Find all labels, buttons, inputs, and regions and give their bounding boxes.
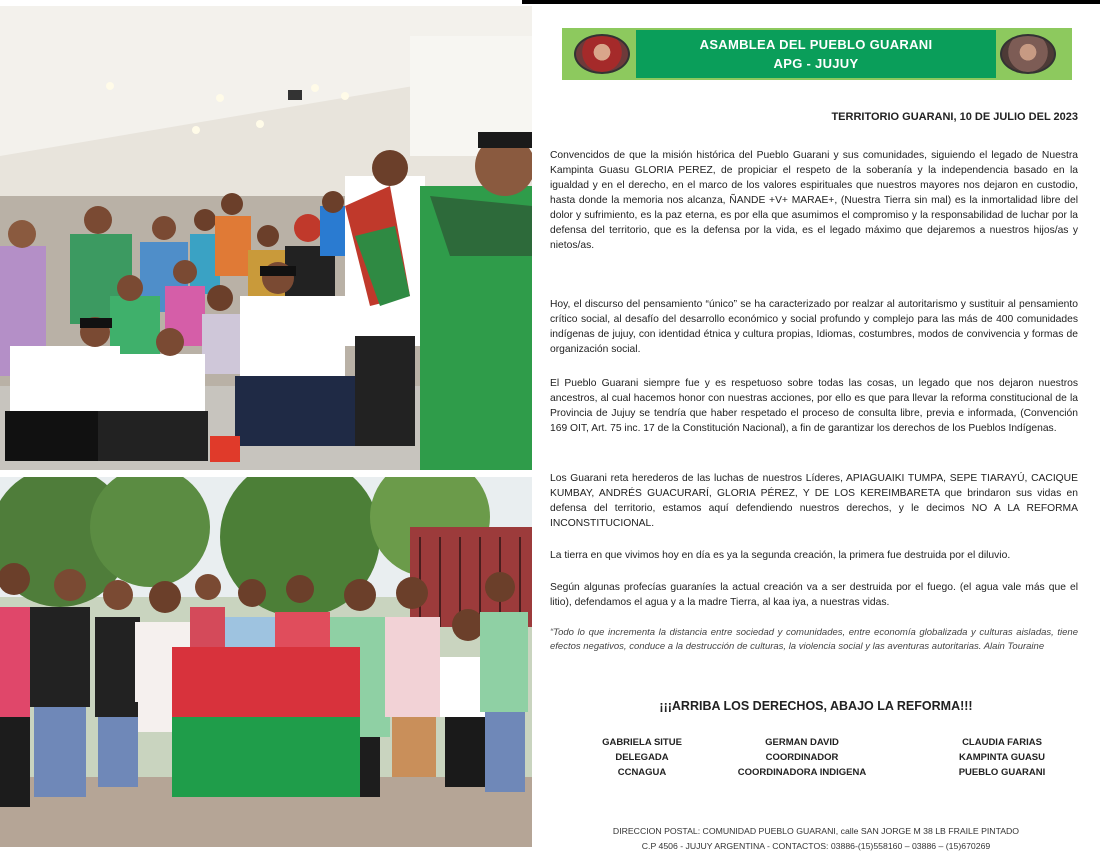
paragraph-5: La tierra en que vivimos hoy en día es ya la segunda creación, la primera fue destruida por el diluvio. [550,550,1011,561]
signature-block-1 [582,735,702,780]
signature-name: GERMAN DAVID [765,737,839,748]
signature-name: CLAUDIA FARIAS [962,737,1042,748]
signature-role: COORDINADOR [765,752,839,763]
footer-contact [532,824,1100,854]
header-banner [562,28,1072,80]
group-photo-indoor [0,6,532,470]
indoor-photo-illustration [0,6,532,470]
quote-touraine: “Todo lo que incrementa la distancia entre sociedad y comunidades, entre economía globalizada y culturas aisladas, tiene efectos negativos, conduce a la destrucción de culturas, la violencia social y las aventuras autoritarias. Alain Touraine [550,627,1078,652]
footer-address: DIRECCION POSTAL: COMUNIDAD PUEBLO GUARANI, calle SAN JORGE M 38 LB FRAILE PINTADO [612,826,1020,836]
signature-block-2 [722,735,882,780]
leader-portrait-left [574,34,630,74]
footer-contacts: C.P 4506 - JUJUY ARGENTINA - CONTACTOS: 03886-(15)558160 – 03886 – (15)670269 [641,841,991,851]
header-title: ASAMBLEA DEL PUEBLO GUARANI [699,37,933,52]
group-photo-outdoor-with-flag [0,477,532,847]
signature-org: COORDINADORA INDIGENA [737,767,867,778]
signature-block-3 [942,735,1062,780]
paragraph-6: Según algunas profecías guaraníes la actual creación va a ser destruida por el fuego. (el agua vale más que el litio), defendamos el agua y a la madre Tierra, al kaa iya, a nuestras vidas. [550,582,1078,608]
paragraph-1: Convencidos de que la misión histórica del Pueblo Guarani y sus comunidades, siguiendo el legado de Nuestra Kampinta Guasu GLORIA PEREZ, de propiciar el respeto de la soberanía y la independencia basado en la igualdad y en el derecho, en el marco de los valores espirituales que nuestros mayores nos dejaron en custodio, hasta donde la memoria nos alcanza, ÑANDE +V+ MARAE+, (Nuestra Tierra sin mal) es la inmortalidad libre del dolor y sufrimiento, es la paz eterna, es por ella que asumimos el compromiso y la responsabilidad de luchar por la defensa del territorio, que es la defensa por la vida, es el legado máximo que dejaremos a nuestros hijos/as y nietos/as. [550,150,1078,251]
paragraph-3: El Pueblo Guarani siempre fue y es respetuoso sobre todas las cosas, un legado que nos dejaron nuestros ancestros, al cual hacemos honor con nuestras acciones, por ello es que para llevar la reforma constitucional de la Provincia de Jujuy se tendría que haber respetado el proceso de consulta libre, previa e informada, (Convención 169 OIT, Art. 75 inc. 17 de la Constitución Nacional), a fin de garantizar los derechos de los Pueblos Indígenas. [550,378,1078,434]
press-release-document [532,4,1100,855]
signature-role: KAMPINTA GUASU [958,752,1046,763]
signature-org: CCNAGUA [617,767,667,778]
signature-role: DELEGADA [615,752,669,763]
signature-org: PUEBLO GUARANI [958,767,1046,778]
dateline: TERRITORIO GUARANI, 10 DE JULIO DEL 2023 [831,111,1078,123]
header-title-box [636,30,996,78]
header-subtitle: APG - JUJUY [773,56,859,71]
signature-name: GABRIELA SITUE [602,737,682,748]
slogan: ¡¡¡ARRIBA LOS DERECHOS, ABAJO LA REFORMA!!! [659,699,973,713]
paragraph-2: Hoy, el discurso del pensamiento “único” se ha caracterizado por realzar al autoritarismo y sustituir al pensamiento crítico social, al desafío del desarrollo económico y social profundo y complejo para las más de 400 comunidades indígenas de jujuy, con identidad étnica y cultura propias, Idiomas, costumbres, modos de convivencia y formas de organización social. [550,299,1078,355]
leader-portrait-right [1000,34,1056,74]
outdoor-photo-illustration [0,477,532,847]
paragraph-4: Los Guarani reta herederos de las luchas de nuestros Líderes, APIAGUAIKI TUMPA, SEPE TIARAYÚ, CACIQUE KUMBAY, ANDRÉS GUACURARÍ, GLORIA PÉREZ, Y DE LOS KEREIMBARETA que brindaron sus vidas en defensa del territorio, estamos aquí defendiendo nuestros derechos, y le decimos NO A LA REFORMA INCONSTITUCIONAL. [550,473,1078,529]
